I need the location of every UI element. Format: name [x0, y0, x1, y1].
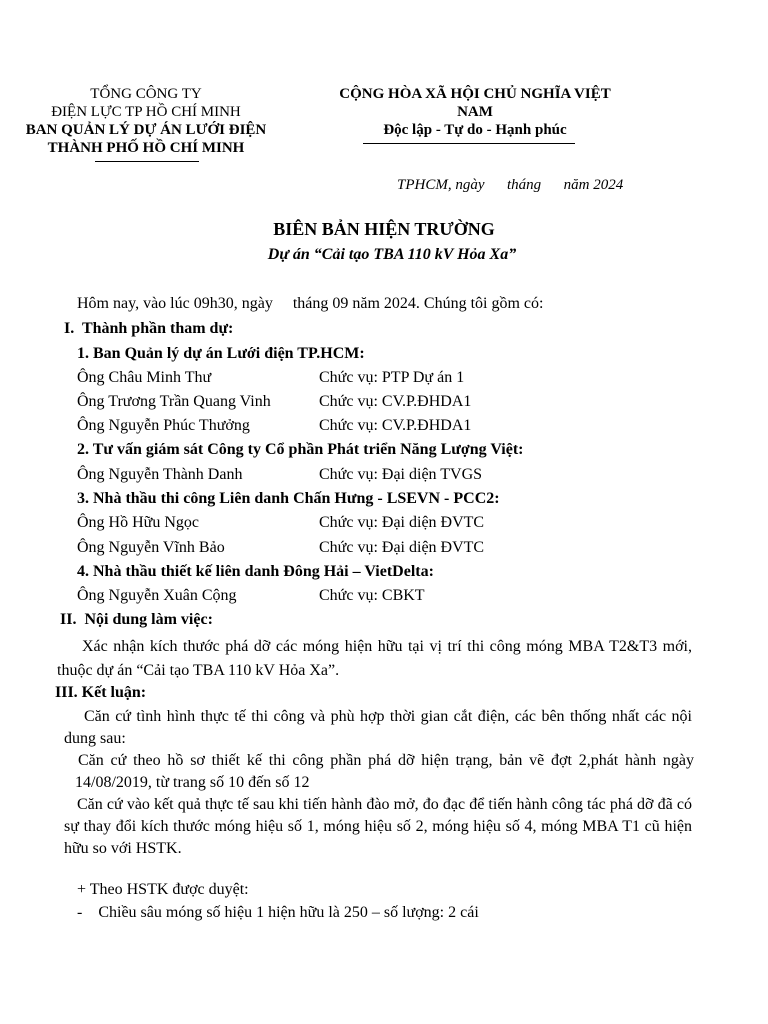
- member-name: Ông Hồ Hữu Ngọc: [77, 514, 199, 531]
- section-3-heading: III. Kết luận:: [55, 684, 147, 701]
- member-role: Chức vụ: CBKT: [319, 587, 425, 604]
- section-2-heading: II. Nội dung làm việc:: [60, 611, 213, 628]
- project-subtitle: Dự án “Cải tạo TBA 110 kV Hỏa Xa”: [267, 246, 517, 263]
- group-4-heading: 4. Nhà thầu thiết kế liên danh Đông Hải – VietDelta:: [77, 563, 434, 580]
- member-role: Chức vụ: PTP Dự án 1: [319, 369, 465, 386]
- country-name-line1: CỘNG HÒA XÃ HỘI CHỦ NGHĨA VIỆT: [339, 86, 611, 102]
- member-name: Ông Nguyễn Phúc Thưởng: [77, 417, 250, 434]
- org-name-line4: THÀNH PHỐ HỒ CHÍ MINH: [47, 140, 245, 156]
- org-name-line3: BAN QUẢN LÝ DỰ ÁN LƯỚI ĐIỆN: [25, 122, 267, 138]
- section-1-heading: I. Thành phần tham dự:: [64, 320, 234, 337]
- org-underline: [95, 161, 199, 162]
- country-name-line2: NAM: [457, 104, 493, 120]
- group-3-heading: 3. Nhà thầu thi công Liên danh Chấn Hưng - LSEVN - PCC2:: [77, 490, 500, 507]
- member-name: Ông Nguyễn Thành Danh: [77, 466, 243, 483]
- approved-design-heading: + Theo HSTK được duyệt:: [77, 881, 249, 898]
- conclusion-paragraph-2: Căn cứ theo hồ sơ thiết kế thi công phần phá dỡ hiện trạng, bản vẽ đợt 2,phát hành ngày 14/08/2019, từ trang số 10 đến số 12: [75, 752, 694, 791]
- member-role: Chức vụ: CV.P.ĐHDA1: [319, 417, 472, 434]
- member-role: Chức vụ: CV.P.ĐHDA1: [319, 393, 472, 410]
- group-1-heading: 1. Ban Quản lý dự án Lưới điện TP.HCM:: [77, 345, 365, 362]
- document-title: BIÊN BẢN HIỆN TRƯỜNG: [273, 219, 495, 239]
- member-role: Chức vụ: Đại diện ĐVTC: [319, 514, 485, 531]
- motto-underline: [363, 143, 575, 144]
- member-role: Chức vụ: Đại diện ĐVTC: [319, 539, 485, 556]
- member-name: Ông Trương Trần Quang Vinh: [77, 393, 271, 410]
- place-date: TPHCM, ngày tháng năm 2024: [397, 177, 624, 193]
- work-content-paragraph: Xác nhận kích thước phá dỡ các móng hiện hữu tại vị trí thi công móng MBA T2&T3 mới, thuộc dự án “Cải tạo TBA 110 kV Hỏa Xa”.: [57, 638, 692, 679]
- member-name: Ông Châu Minh Thư: [77, 369, 212, 386]
- national-motto: Độc lập - Tự do - Hạnh phúc: [383, 122, 567, 138]
- member-name: Ông Nguyễn Xuân Cộng: [77, 587, 237, 604]
- conclusion-paragraph-3: Căn cứ vào kết quả thực tế sau khi tiến hành đào mở, đo đạc để tiến hành công tác phá dỡ đã có sự thay đổi kích thước móng hiệu số 1, móng hiệu số 2, móng hiệu số 4, móng MBA T1 cũ hiện hữu so với HSTK.: [64, 796, 692, 857]
- org-name-line2: ĐIỆN LỰC TP HỒ CHÍ MINH: [51, 104, 241, 120]
- approved-design-item: - Chiều sâu móng số hiệu 1 hiện hữu là 250 – số lượng: 2 cái: [77, 904, 479, 921]
- conclusion-paragraph-1: Căn cứ tình hình thực tế thi công và phù hợp thời gian cắt điện, các bên thống nhất các nội dung sau:: [64, 708, 692, 747]
- intro-line: Hôm nay, vào lúc 09h30, ngày tháng 09 năm 2024. Chúng tôi gồm có:: [77, 295, 544, 312]
- member-role: Chức vụ: Đại diện TVGS: [319, 466, 483, 483]
- member-name: Ông Nguyễn Vĩnh Bảo: [77, 539, 225, 556]
- group-2-heading: 2. Tư vấn giám sát Công ty Cổ phần Phát triển Năng Lượng Việt:: [77, 441, 524, 458]
- org-name-line1: TỔNG CÔNG TY: [90, 86, 202, 102]
